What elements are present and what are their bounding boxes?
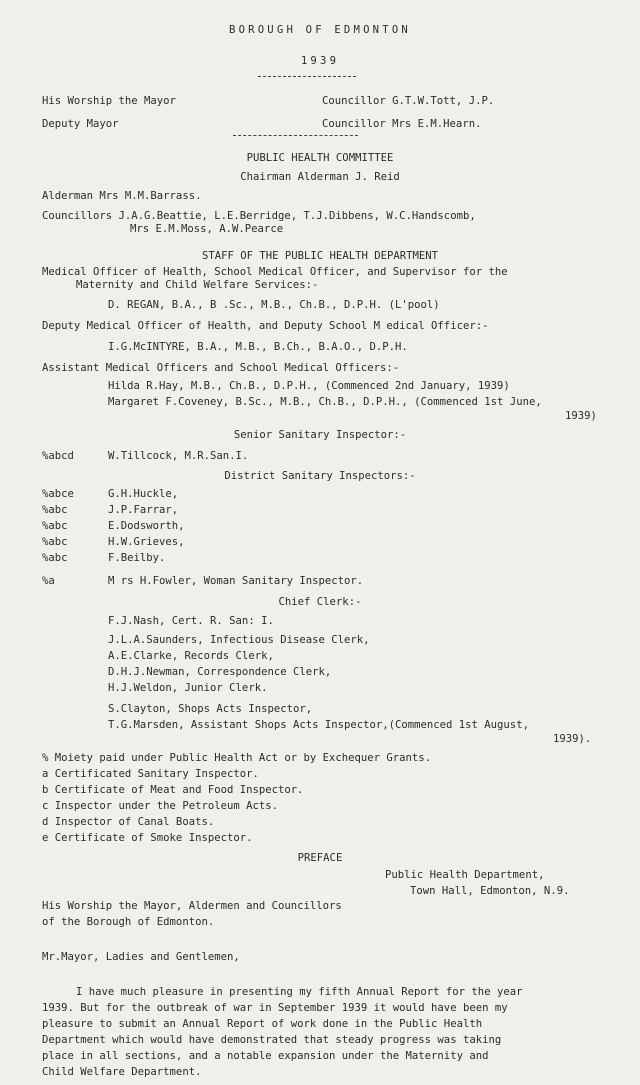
report-year: 1939 — [300, 55, 340, 67]
district-inspector-name: F.Beilby. — [108, 552, 166, 564]
mayor-name: Councillor G.T.W.Tott, J.P. — [322, 95, 495, 107]
committee-councillors-cont: Mrs E.M.Moss, A.W.Pearce — [130, 223, 284, 235]
chief-clerk-title: Chief Clerk:- — [278, 596, 362, 608]
district-inspector-mark: %abc — [42, 536, 68, 548]
moh-role: Medical Officer of Health, School Medical Officer, and Supervisor for the — [42, 266, 508, 278]
clerk-entry: J.L.A.Saunders, Infectious Disease Clerk, — [108, 634, 370, 646]
committee-title: PUBLIC HEALTH COMMITTEE — [246, 152, 394, 164]
shops-inspector: S.Clayton, Shops Acts Inspector, — [108, 703, 313, 715]
note: c Inspector under the Petroleum Acts. — [42, 800, 278, 812]
senior-inspector-title: Senior Sanitary Inspector:- — [233, 429, 407, 441]
committee-councillors: Councillors J.A.G.Beattie, L.E.Berridge, T.J.Dibbens, W.C.Handscomb, — [42, 210, 476, 222]
divider — [233, 135, 358, 136]
assistant-officers-role: Assistant Medical Officers and School Medical Officers:- — [42, 362, 400, 374]
moh-name: D. REGAN, B.A., B .Sc., M.B., Ch.B., D.P.H. (L'pool) — [108, 299, 440, 311]
preface-body-line: place in all sections, and a notable expansion under the Maternity and — [42, 1050, 489, 1062]
clerk-entry: A.E.Clarke, Records Clerk, — [108, 650, 274, 662]
deputy-moh-name: I.G.McINTYRE, B.A., M.B., B.Ch., B.A.O., D.P.H. — [108, 341, 408, 353]
clerk-entry: F.J.Nash, Cert. R. San: I. — [108, 615, 274, 627]
preface-body-line: Child Welfare Department. — [42, 1066, 202, 1078]
committee-alderman: Alderman Mrs M.M.Barrass. — [42, 190, 202, 202]
preface-body-line: I have much pleasure in presenting my fifth Annual Report for the year — [76, 986, 523, 998]
note: a Certificated Sanitary Inspector. — [42, 768, 259, 780]
district-inspector-name: E.Dodsworth, — [108, 520, 185, 532]
preface-title: PREFACE — [297, 852, 343, 864]
senior-inspector-name: W.Tillcock, M.R.San.I. — [108, 450, 249, 462]
preface-body-line: Department which would have demonstrated that steady progress was taking — [42, 1034, 502, 1046]
clerk-entry: H.J.Weldon, Junior Clerk. — [108, 682, 268, 694]
preface-addressee-cont: of the Borough of Edmonton. — [42, 916, 215, 928]
assistant-officer-2-cont: 1939) — [565, 410, 597, 422]
divider — [258, 76, 356, 77]
district-inspector-mark: %abce — [42, 488, 74, 500]
preface-address-cont: Town Hall, Edmonton, N.9. — [410, 885, 570, 897]
district-inspectors-title: District Sanitary Inspectors:- — [224, 470, 416, 482]
district-inspector-mark: %abc — [42, 552, 68, 564]
assistant-shops-inspector: T.G.Marsden, Assistant Shops Acts Inspector,(Commenced 1st August, — [108, 719, 529, 731]
deputy-moh-role: Deputy Medical Officer of Health, and Deputy School M edical Officer:- — [42, 320, 489, 332]
note: e Certificate of Smoke Inspector. — [42, 832, 253, 844]
district-inspector-name: J.P.Farrar, — [108, 504, 179, 516]
preface-address: Public Health Department, — [385, 869, 545, 881]
preface-body-line: pleasure to submit an Annual Report of work done in the Public Health — [42, 1018, 483, 1030]
preface-addressee: His Worship the Mayor, Aldermen and Councillors — [42, 900, 342, 912]
borough-title: BOROUGH OF EDMONTON — [229, 24, 411, 36]
moh-role-cont: Maternity and Child Welfare Services:- — [76, 279, 319, 291]
preface-body-line: 1939. But for the outbreak of war in September 1939 it would have been my — [42, 1002, 508, 1014]
preface-salutation: Mr.Mayor, Ladies and Gentlemen, — [42, 951, 240, 963]
clerk-entry: D.H.J.Newman, Correspondence Clerk, — [108, 666, 332, 678]
assistant-officer-1: Hilda R.Hay, M.B., Ch.B., D.P.H., (Commenced 2nd January, 1939) — [108, 380, 510, 392]
district-inspector-mark: %abc — [42, 520, 68, 532]
committee-chairman: Chairman Alderman J. Reid — [240, 171, 400, 183]
district-inspector-mark: %abc — [42, 504, 68, 516]
woman-inspector-name: M rs H.Fowler, Woman Sanitary Inspector. — [108, 575, 364, 587]
senior-inspector-mark: %abcd — [42, 450, 74, 462]
deputy-mayor-label: Deputy Mayor — [42, 118, 119, 130]
mayor-label: His Worship the Mayor — [42, 95, 176, 107]
district-inspector-name: H.W.Grieves, — [108, 536, 185, 548]
note: % Moiety paid under Public Health Act or by Exchequer Grants. — [42, 752, 432, 764]
staff-title: STAFF OF THE PUBLIC HEALTH DEPARTMENT — [202, 250, 438, 262]
note: d Inspector of Canal Boats. — [42, 816, 215, 828]
assistant-officer-2: Margaret F.Coveney, B.Sc., M.B., Ch.B., D.P.H., (Commenced 1st June, — [108, 396, 542, 408]
note: b Certificate of Meat and Food Inspector. — [42, 784, 304, 796]
district-inspector-name: G.H.Huckle, — [108, 488, 179, 500]
woman-inspector-mark: %a — [42, 575, 55, 587]
deputy-mayor-name: Councillor Mrs E.M.Hearn. — [322, 118, 482, 130]
assistant-shops-inspector-cont: 1939). — [553, 733, 592, 745]
